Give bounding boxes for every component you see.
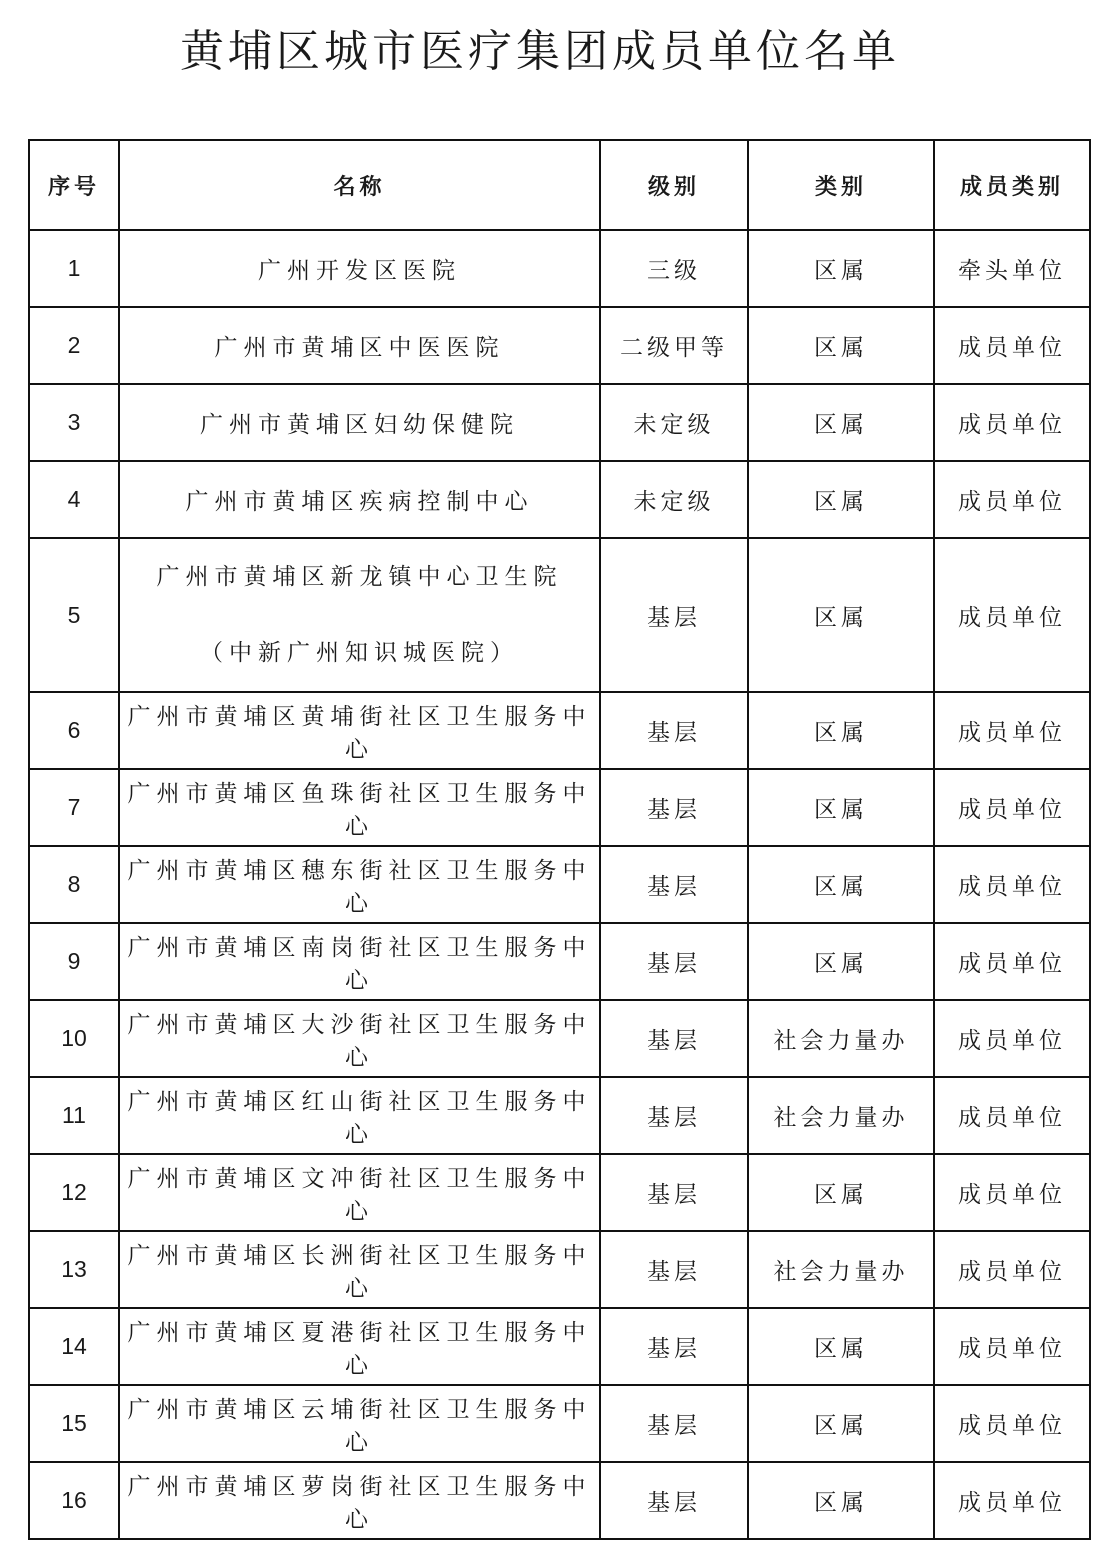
row-level: 基层 (600, 1000, 748, 1077)
row-category: 社会力量办 (748, 1231, 934, 1308)
row-member-type: 成员单位 (934, 1385, 1090, 1462)
row-category: 区属 (748, 846, 934, 923)
row-member-type: 成员单位 (934, 538, 1090, 692)
table-row (29, 1462, 1090, 1539)
row-no: 12 (29, 1154, 119, 1231)
row-category: 区属 (748, 1308, 934, 1385)
row-name: 广州市黄埔区大沙街社区卫生服务中心 (119, 1000, 600, 1077)
table-row (29, 307, 1090, 384)
row-name: 广州市黄埔区萝岗街社区卫生服务中心 (119, 1462, 600, 1539)
row-level: 未定级 (600, 461, 748, 538)
table-row (29, 1000, 1090, 1077)
row-no: 15 (29, 1385, 119, 1462)
row-level: 基层 (600, 1077, 748, 1154)
row-level: 基层 (600, 1154, 748, 1231)
table-row (29, 1385, 1090, 1462)
row-category: 区属 (748, 230, 934, 307)
page-title: 黄埔区城市医疗集团成员单位名单 (180, 26, 900, 77)
row-member-type: 成员单位 (934, 1154, 1090, 1231)
row-member-type: 成员单位 (934, 769, 1090, 846)
row-level: 未定级 (600, 384, 748, 461)
table-row (29, 1231, 1090, 1308)
table-row (29, 1308, 1090, 1385)
row-name: 广州市黄埔区疾病控制中心 (119, 461, 600, 538)
row-name: 广州市黄埔区红山街社区卫生服务中心 (119, 1077, 600, 1154)
row-member-type: 成员单位 (934, 692, 1090, 769)
row-category: 区属 (748, 538, 934, 692)
row-no: 6 (29, 692, 119, 769)
row-level: 基层 (600, 692, 748, 769)
row-name: 广州市黄埔区文冲街社区卫生服务中心 (119, 1154, 600, 1231)
row-name: 广州市黄埔区云埔街社区卫生服务中心 (119, 1385, 600, 1462)
row-name: 广州市黄埔区新龙镇中心卫生院（中新广州知识城医院） (119, 538, 600, 692)
table-row (29, 692, 1090, 769)
row-category: 社会力量办 (748, 1000, 934, 1077)
row-no: 7 (29, 769, 119, 846)
row-category: 区属 (748, 1462, 934, 1539)
table-row (29, 1077, 1090, 1154)
table-row (29, 769, 1090, 846)
row-member-type: 成员单位 (934, 1308, 1090, 1385)
row-member-type: 成员单位 (934, 1077, 1090, 1154)
row-category: 区属 (748, 1154, 934, 1231)
row-no: 3 (29, 384, 119, 461)
row-category: 区属 (748, 692, 934, 769)
row-no: 14 (29, 1308, 119, 1385)
row-name: 广州市黄埔区鱼珠街社区卫生服务中心 (119, 769, 600, 846)
row-name: 广州市黄埔区妇幼保健院 (119, 384, 600, 461)
row-name: 广州市黄埔区黄埔街社区卫生服务中心 (119, 692, 600, 769)
row-name: 广州市黄埔区南岗街社区卫生服务中心 (119, 923, 600, 1000)
row-level: 基层 (600, 1462, 748, 1539)
table-row (29, 538, 1090, 692)
row-no: 11 (29, 1077, 119, 1154)
table-row (29, 846, 1090, 923)
row-name: 广州开发区医院 (119, 230, 600, 307)
row-no: 8 (29, 846, 119, 923)
row-no: 2 (29, 307, 119, 384)
header-category: 类别 (748, 140, 934, 230)
row-category: 区属 (748, 769, 934, 846)
row-level: 三级 (600, 230, 748, 307)
row-no: 13 (29, 1231, 119, 1308)
row-member-type: 成员单位 (934, 846, 1090, 923)
row-level: 基层 (600, 1385, 748, 1462)
row-member-type: 成员单位 (934, 923, 1090, 1000)
row-no: 10 (29, 1000, 119, 1077)
member-table (28, 139, 1091, 1540)
row-member-type: 成员单位 (934, 1231, 1090, 1308)
row-no: 16 (29, 1462, 119, 1539)
row-no: 4 (29, 461, 119, 538)
row-category: 区属 (748, 461, 934, 538)
row-level: 基层 (600, 769, 748, 846)
row-level: 基层 (600, 923, 748, 1000)
header-level: 级别 (600, 140, 748, 230)
row-level: 基层 (600, 1308, 748, 1385)
table-header-row (29, 140, 1090, 230)
row-category: 区属 (748, 923, 934, 1000)
row-category: 社会力量办 (748, 1077, 934, 1154)
table-row (29, 461, 1090, 538)
row-no: 1 (29, 230, 119, 307)
row-category: 区属 (748, 1385, 934, 1462)
header-member-type: 成员类别 (934, 140, 1090, 230)
row-level: 基层 (600, 846, 748, 923)
row-member-type: 牵头单位 (934, 230, 1090, 307)
row-no: 9 (29, 923, 119, 1000)
row-member-type: 成员单位 (934, 307, 1090, 384)
row-member-type: 成员单位 (934, 461, 1090, 538)
row-member-type: 成员单位 (934, 384, 1090, 461)
row-level: 基层 (600, 538, 748, 692)
row-member-type: 成员单位 (934, 1462, 1090, 1539)
table-row (29, 1154, 1090, 1231)
row-name: 广州市黄埔区长洲街社区卫生服务中心 (119, 1231, 600, 1308)
row-name: 广州市黄埔区中医医院 (119, 307, 600, 384)
header-name: 名称 (119, 140, 600, 230)
table-row (29, 923, 1090, 1000)
table-row (29, 384, 1090, 461)
header-no: 序号 (29, 140, 119, 230)
row-name: 广州市黄埔区夏港街社区卫生服务中心 (119, 1308, 600, 1385)
row-level: 二级甲等 (600, 307, 748, 384)
row-level: 基层 (600, 1231, 748, 1308)
row-category: 区属 (748, 384, 934, 461)
row-category: 区属 (748, 307, 934, 384)
table-row (29, 230, 1090, 307)
row-no: 5 (29, 538, 119, 692)
row-member-type: 成员单位 (934, 1000, 1090, 1077)
row-name: 广州市黄埔区穗东街社区卫生服务中心 (119, 846, 600, 923)
